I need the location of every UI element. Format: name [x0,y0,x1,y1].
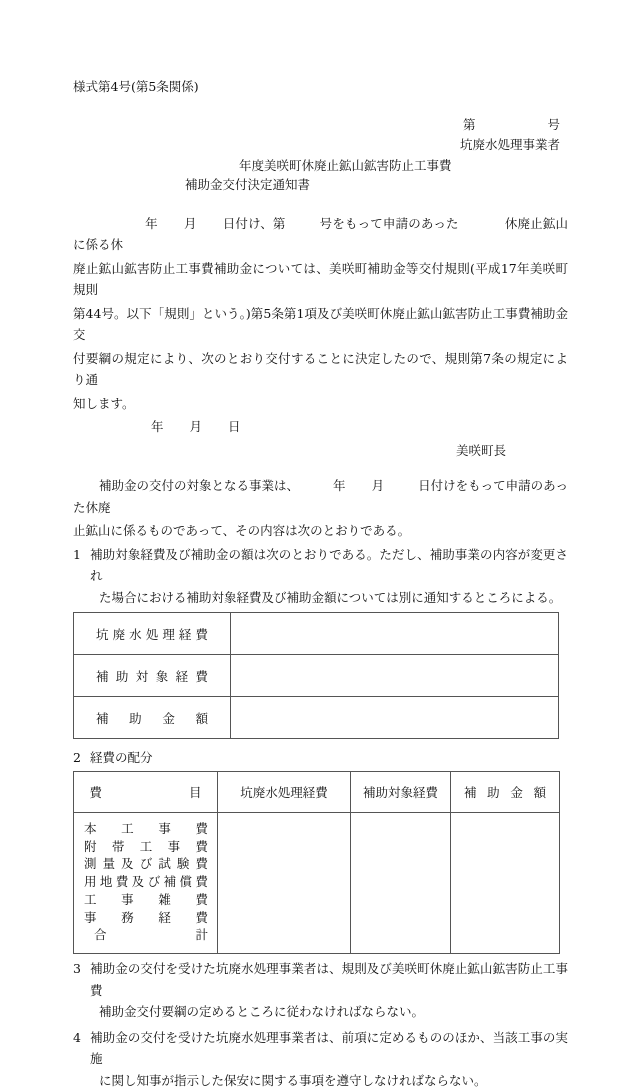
application-year-label: 年 [145,216,158,231]
allocation-header-treatment: 坑廃水処理経費 [218,771,351,812]
clause-3-number: 3 [73,958,90,980]
cost-summary-label-treatment-text: 坑廃水処理経費 [96,625,208,643]
expense-item-total-text: 合計 [94,926,208,944]
application-date-text: 日付け、第 [223,216,286,231]
issuer-label: 坑廃水処理事業者 [73,135,560,153]
notification-paragraph-line5: 知します。 [73,393,568,415]
clause-1-line2: た場合における補助対象経費及び補助金額については別に通知するところによる。 [90,587,568,609]
expense-item-main-works [84,820,207,838]
application-number-text: 号をもって申請のあった [320,216,459,231]
issue-date-day: 日 [228,419,241,434]
clause-4-line2: に関し知事が指示した保安に関する事項を遵守しなければならない。 [90,1070,568,1091]
document-title-line2: 補助金交付決定通知書 [73,175,568,194]
expense-item-land-compensation [84,873,207,891]
expense-item-total [84,926,207,944]
notification-paragraph-line2: 廃止鉱山鉱害防止工事費補助金については、美咲町補助金等交付規則(平成17年美咲町規則 [73,258,568,301]
cost-summary-value-eligible[interactable] [231,655,559,697]
clause-1-line1: 補助対象経費及び補助金の額は次のとおりである。ただし、補助事業の内容が変更され [90,547,568,584]
notification-paragraph-line4: 付要綱の規定により、次のとおり交付することに決定したので、規則第7条の規定により通 [73,348,568,391]
form-number: 様式第4号(第5条関係) [73,78,568,97]
expense-item-incidental-works [84,838,207,856]
cost-summary-label-eligible [74,655,231,697]
expense-item-survey-testing [84,855,207,873]
issue-date-year: 年 [151,419,164,434]
document-number-line [73,115,560,133]
expense-item-land-compensation-text: 用地費及び補償費 [84,873,208,891]
clause-3 [73,958,568,1023]
clause-1 [73,544,568,609]
allocation-expense-items [74,812,218,953]
document-title [73,156,568,195]
cost-summary-label-subsidy [74,697,231,739]
subject-business-text: 補助金の交付の対象となる事業は、 [99,478,299,493]
subject-business-paragraph-line2: 止鉱山に係るものであって、その内容は次のとおりである。 [73,520,568,542]
expense-item-main-works-text: 本工事費 [84,820,208,838]
cost-summary-label-subsidy-text: 補助金額 [96,709,208,727]
allocation-header-item-text: 費目 [90,783,202,801]
allocation-header-subsidy-text: 補助金額 [464,783,546,801]
cost-summary-label-eligible-text: 補助対象経費 [96,667,208,685]
allocation-value-eligible[interactable] [351,812,451,953]
allocation-value-subsidy[interactable] [451,812,560,953]
expense-item-misc-works-text: 工事雑費 [84,891,208,909]
document-number-suffix: 号 [547,117,560,132]
clause-3-line1: 補助金の交付を受けた坑廃水処理事業者は、規則及び美咲町休廃止鉱山鉱害防止工事費 [90,961,568,998]
notification-paragraph [73,213,568,256]
cost-summary-label-treatment [74,613,231,655]
clause-4-number: 4 [73,1027,90,1049]
allocation-header-subsidy [451,771,560,812]
allocation-value-treatment[interactable] [218,812,351,953]
subject-business-paragraph [73,475,568,518]
subject-business-text-tail: 日付けをもって申請のあった休廃 [73,478,568,515]
issue-date-month: 月 [190,419,203,434]
cost-summary-table [73,612,559,739]
clause-2 [73,749,568,768]
expense-item-incidental-works-text: 附帯工事費 [84,838,208,856]
clause-1-number: 1 [73,544,90,566]
notification-paragraph-line3: 第44号。以下「規則」という。)第5条第1項及び美咲町休廃止鉱山鉱害防止工事費補助金交 [73,303,568,346]
expense-item-administrative [84,909,207,927]
document-title-line1: 年度美咲町休廃止鉱山鉱害防止工事費 [73,156,568,175]
allocation-header-eligible: 補助対象経費 [351,771,451,812]
table-row [74,812,560,953]
expense-item-administrative-text: 事務経費 [84,909,208,927]
expense-item-misc-works [84,891,207,909]
table-row [74,697,559,739]
clause-3-line2: 補助金交付要綱の定めるところに従わなければならない。 [90,1001,568,1023]
table-row [74,655,559,697]
expense-item-survey-testing-text: 測量及び試験費 [84,855,208,873]
mine-reference-text: 休廃止鉱山に係る休 [73,216,568,253]
table-header-row [74,771,560,812]
document-number-prefix: 第 [463,117,476,132]
cost-summary-value-subsidy[interactable] [231,697,559,739]
issue-date-line [73,417,568,437]
clause-4 [73,1027,568,1091]
allocation-table [73,771,560,954]
signer-name: 美咲町長 [73,441,506,459]
subject-month-label: 月 [372,478,385,493]
clause-2-label: 経費の配分 [90,750,153,765]
table-row [74,613,559,655]
application-month-label: 月 [184,216,197,231]
allocation-header-item [74,771,218,812]
clause-4-line1: 補助金の交付を受けた坑廃水処理事業者は、前項に定めるもののほか、当該工事の実施 [90,1030,568,1067]
clause-2-number: 2 [73,749,90,768]
cost-summary-value-treatment[interactable] [231,613,559,655]
subject-year-label: 年 [333,478,346,493]
